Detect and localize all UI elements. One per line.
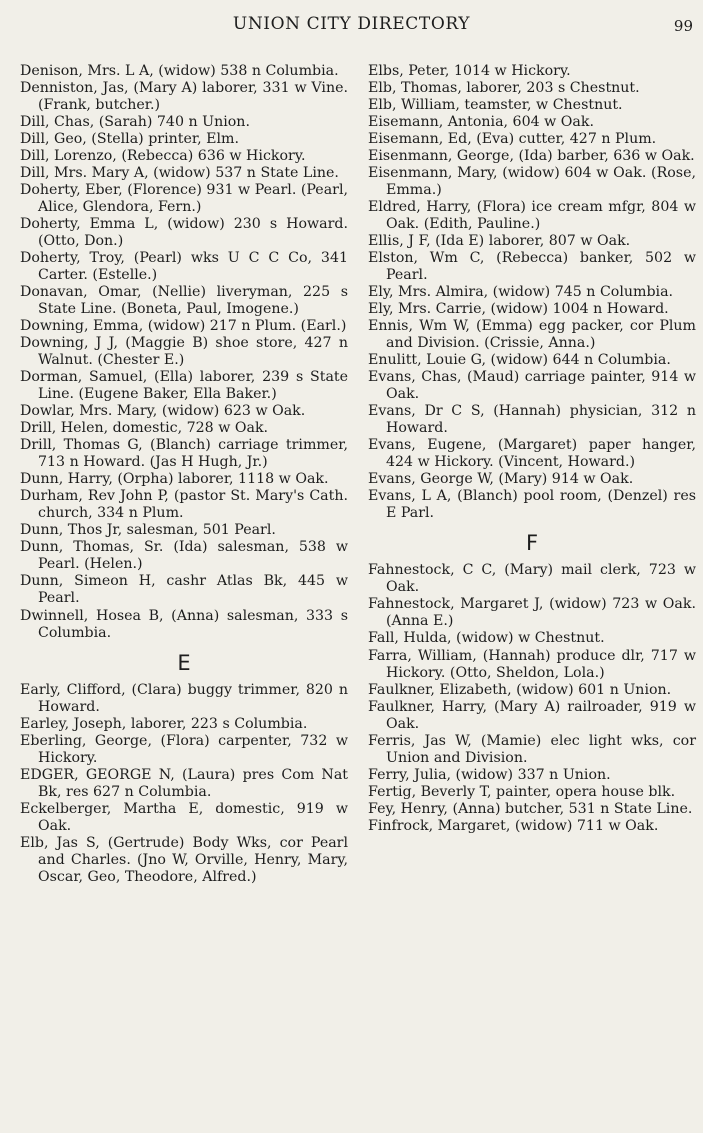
directory-entry: Dunn, Thomas, Sr. (Ida) salesman, 538 w Pearl. (Helen.) (20, 539, 348, 573)
directory-entry: Ely, Mrs. Carrie, (widow) 1004 n Howard. (368, 301, 669, 318)
directory-entry: Eisemann, Antonia, 604 w Oak. (368, 114, 594, 131)
directory-entry: Drill, Helen, domestic, 728 w Oak. (20, 420, 269, 437)
directory-title: UNION CITY DIRECTORY (232, 14, 471, 34)
section-letter-heading: F (525, 531, 539, 556)
directory-entry: Dill, Geo, (Stella) printer, Elm. (20, 131, 239, 148)
directory-entry: Fahnestock, C C, (Mary) mail clerk, 723 w Oak. (368, 562, 696, 596)
directory-entry: Drill, Thomas G, (Blanch) carriage trimmer, 713 n Howard. (Jas H Hugh, Jr.) (20, 437, 348, 471)
directory-entry: Dill, Lorenzo, (Rebecca) 636 w Hickory. (20, 148, 306, 165)
directory-entry: Ely, Mrs. Almira, (widow) 745 n Columbia. (368, 284, 674, 301)
directory-entry: Fahnestock, Margaret J, (widow) 723 w Oak. (Anna E.) (368, 596, 696, 630)
directory-entry: Eisenmann, George, (Ida) barber, 636 w Oak. (368, 148, 695, 165)
directory-entry: Downing, J J, (Maggie B) shoe store, 427 n Walnut. (Chester E.) (20, 335, 348, 369)
directory-entry: Fertig, Beverly T, painter, opera house blk. (368, 783, 676, 800)
directory-entry: Dunn, Thos Jr, salesman, 501 Pearl. (20, 522, 276, 539)
directory-entry: Eisenmann, Mary, (widow) 604 w Oak. (Rose, Emma.) (368, 165, 696, 199)
directory-entry: Elston, Wm C, (Rebecca) banker, 502 w Pearl. (368, 250, 696, 284)
directory-entry: Elbs, Peter, 1014 w Hickory. (368, 63, 571, 79)
directory-entry: Enulitt, Louie G, (widow) 644 n Columbia. (368, 352, 671, 369)
directory-entry: Evans, Dr C S, (Hannah) physician, 312 n Howard. (368, 403, 696, 437)
section-letter-heading: E (177, 650, 191, 675)
directory-entry: EDGER, GEORGE N, (Laura) pres Com Nat Bk, res 627 n Columbia. (20, 766, 348, 800)
directory-entry: Durham, Rev John P, (pastor St. Mary's Cath. church, 334 n Plum. (20, 488, 348, 522)
directory-entry: Denniston, Jas, (Mary A) laborer, 331 w Vine. (Frank, butcher.) (20, 80, 348, 114)
directory-entry: Ferris, Jas W, (Mamie) elec light wks, cor Union and Division. (368, 732, 696, 766)
directory-entry: Elb, Thomas, laborer, 203 s Chestnut. (368, 80, 640, 97)
directory-entry: Denison, Mrs. L A, (widow) 538 n Columbia. (20, 63, 339, 79)
directory-entry: Doherty, Eber, (Florence) 931 w Pearl. (Pearl, Alice, Glendora, Fern.) (20, 182, 348, 216)
directory-entry: Dunn, Simeon H, cashr Atlas Bk, 445 w Pearl. (20, 573, 348, 607)
directory-entry: Dunn, Harry, (Orpha) laborer, 1118 w Oak. (20, 471, 329, 488)
directory-entry: Doherty, Troy, (Pearl) wks U C C Co, 341 Carter. (Estelle.) (20, 250, 348, 284)
directory-entry: Faulkner, Harry, (Mary A) railroader, 919 w Oak. (368, 698, 696, 732)
directory-entry: Eckelberger, Martha E, domestic, 919 w Oak. (20, 800, 348, 834)
directory-entry: Evans, Eugene, (Margaret) paper hanger, 424 w Hickory. (Vincent, Howard.) (368, 437, 696, 471)
directory-entry: Elb, Jas S, (Gertrude) Body Wks, cor Pearl and Charles. (Jno W, Orville, Henry, Mary, Oscar, Geo, Theodore, Alfred.) (20, 834, 348, 885)
directory-entry: Dill, Mrs. Mary A, (widow) 537 n State Line. (20, 165, 339, 182)
directory-entry: Elb, William, teamster, w Chestnut. (368, 97, 623, 114)
directory-entry: Earley, Joseph, laborer, 223 s Columbia. (20, 715, 308, 732)
directory-entry: Fey, Henry, (Anna) butcher, 531 n State Line. (368, 800, 693, 817)
directory-entry: Dwinnell, Hosea B, (Anna) salesman, 333 s Columbia. (20, 607, 348, 641)
directory-entry: Downing, Emma, (widow) 217 n Plum. (Earl.) (20, 318, 347, 335)
directory-entry: Eberling, George, (Flora) carpenter, 732 w Hickory. (20, 732, 348, 766)
directory-entry: Dorman, Samuel, (Ella) laborer, 239 s State Line. (Eugene Baker, Ella Baker.) (20, 369, 348, 403)
page-header (0, 0, 703, 44)
directory-entry: Evans, George W, (Mary) 914 w Oak. (368, 471, 634, 488)
directory-entry: Eldred, Harry, (Flora) ice cream mfgr, 804 w Oak. (Edith, Pauline.) (368, 199, 696, 233)
right-column (368, 63, 696, 835)
directory-entry: Dowlar, Mrs. Mary, (widow) 623 w Oak. (20, 403, 306, 420)
directory-entry: Evans, L A, (Blanch) pool room, (Denzel) res E Parl. (368, 488, 696, 522)
directory-entry: Doherty, Emma L, (widow) 230 s Howard. (Otto, Don.) (20, 216, 348, 250)
directory-entry: Fall, Hulda, (widow) w Chestnut. (368, 630, 605, 647)
directory-entry: Ennis, Wm W, (Emma) egg packer, cor Plum and Division. (Crissie, Anna.) (368, 318, 696, 352)
left-column (20, 63, 348, 886)
page-number: 99 (673, 17, 693, 35)
directory-entry: Dill, Chas, (Sarah) 740 n Union. (20, 114, 250, 131)
directory-entry: Ferry, Julia, (widow) 337 n Union. (368, 766, 611, 783)
directory-entry: Eisemann, Ed, (Eva) cutter, 427 n Plum. (368, 131, 657, 148)
directory-entry: Finfrock, Margaret, (widow) 711 w Oak. (368, 817, 659, 834)
directory-entry: Evans, Chas, (Maud) carriage painter, 914 w Oak. (368, 369, 696, 403)
directory-entry: Faulkner, Elizabeth, (widow) 601 n Union. (368, 681, 672, 698)
directory-entry: Donavan, Omar, (Nellie) liveryman, 225 s State Line. (Boneta, Paul, Imogene.) (20, 284, 348, 318)
directory-entry: Farra, William, (Hannah) produce dlr, 717 w Hickory. (Otto, Sheldon, Lola.) (368, 647, 696, 681)
directory-entry: Early, Clifford, (Clara) buggy trimmer, 820 n Howard. (20, 681, 348, 715)
directory-entry: Ellis, J F, (Ida E) laborer, 807 w Oak. (368, 233, 631, 250)
